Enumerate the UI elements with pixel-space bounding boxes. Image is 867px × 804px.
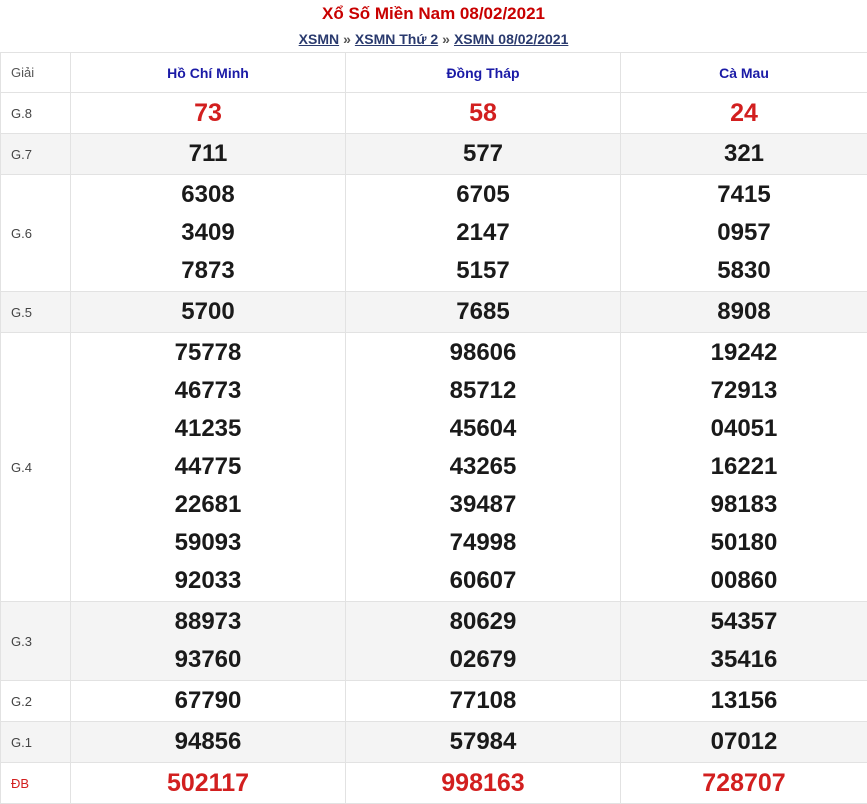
prize-row: [1, 681, 867, 722]
prize-label: G.5: [1, 292, 71, 333]
prize-number: 5830: [622, 252, 866, 290]
prize-cell: [621, 134, 867, 175]
prize-number: 0957: [622, 214, 866, 252]
prize-number: 5157: [347, 252, 619, 290]
prize-number: 321: [622, 135, 866, 173]
prize-row: [1, 722, 867, 763]
breadcrumb: [0, 26, 867, 52]
prize-cell: [621, 602, 867, 681]
prize-cell: [71, 93, 346, 134]
prize-cell: [71, 602, 346, 681]
prize-number: 44775: [72, 448, 344, 486]
page-title: Xổ Số Miền Nam 08/02/2021: [0, 0, 867, 26]
prize-cell: [621, 763, 867, 804]
prize-number: 88973: [72, 603, 344, 641]
prize-label: G.8: [1, 93, 71, 134]
prize-number: 41235: [72, 410, 344, 448]
prize-cell: [71, 333, 346, 602]
prize-cell: [346, 93, 621, 134]
prize-number: 19242: [622, 334, 866, 372]
prize-number: 7685: [347, 293, 619, 331]
prize-number: 6308: [72, 176, 344, 214]
prize-number: 35416: [622, 641, 866, 679]
prize-cell: [621, 175, 867, 292]
province-header-hcm[interactable]: Hồ Chí Minh: [71, 53, 346, 93]
breadcrumb-link-xsmn[interactable]: XSMN: [299, 31, 339, 47]
prize-number: 3409: [72, 214, 344, 252]
prize-number: 2147: [347, 214, 619, 252]
prize-number: 72913: [622, 372, 866, 410]
prize-number: 24: [622, 94, 866, 132]
prize-cell: [346, 681, 621, 722]
prize-number: 98183: [622, 486, 866, 524]
prize-number: 67790: [72, 682, 344, 720]
prize-number: 5700: [72, 293, 344, 331]
prize-cell: [71, 175, 346, 292]
prize-cell: [346, 763, 621, 804]
breadcrumb-link-xsmn-thu2[interactable]: XSMN Thứ 2: [355, 31, 438, 47]
breadcrumb-link-xsmn-date[interactable]: XSMN 08/02/2021: [454, 31, 568, 47]
prize-label: ĐB: [1, 763, 71, 804]
prize-number: 85712: [347, 372, 619, 410]
prize-cell: [71, 292, 346, 333]
prize-number: 57984: [347, 723, 619, 761]
prize-number: 07012: [622, 723, 866, 761]
prize-number: 577: [347, 135, 619, 173]
prize-cell: [71, 763, 346, 804]
prize-number: 58: [347, 94, 619, 132]
prize-number: 80629: [347, 603, 619, 641]
prize-column-header: Giải: [1, 53, 71, 93]
prize-label: G.4: [1, 333, 71, 602]
prize-row: [1, 602, 867, 681]
prize-number: 728707: [622, 764, 866, 802]
prize-cell: [621, 722, 867, 763]
prize-row: [1, 134, 867, 175]
prize-number: 60607: [347, 562, 619, 600]
prize-number: 16221: [622, 448, 866, 486]
prize-number: 7415: [622, 176, 866, 214]
prize-cell: [346, 292, 621, 333]
prize-cell: [346, 175, 621, 292]
prize-label: G.1: [1, 722, 71, 763]
prize-cell: [71, 681, 346, 722]
results-table: [0, 52, 867, 804]
prize-number: 7873: [72, 252, 344, 290]
prize-number: 13156: [622, 682, 866, 720]
prize-cell: [621, 333, 867, 602]
prize-label: G.7: [1, 134, 71, 175]
prize-cell: [346, 333, 621, 602]
prize-number: 54357: [622, 603, 866, 641]
prize-number: 711: [72, 135, 344, 173]
prize-number: 02679: [347, 641, 619, 679]
prize-number: 77108: [347, 682, 619, 720]
prize-label: G.2: [1, 681, 71, 722]
prize-cell: [346, 722, 621, 763]
prize-number: 92033: [72, 562, 344, 600]
prize-number: 998163: [347, 764, 619, 802]
prize-number: 59093: [72, 524, 344, 562]
prize-number: 93760: [72, 641, 344, 679]
prize-number: 46773: [72, 372, 344, 410]
prize-number: 39487: [347, 486, 619, 524]
prize-number: 22681: [72, 486, 344, 524]
province-header-dong-thap[interactable]: Đồng Tháp: [346, 53, 621, 93]
prize-number: 43265: [347, 448, 619, 486]
prize-number: 50180: [622, 524, 866, 562]
prize-number: 8908: [622, 293, 866, 331]
prize-number: 75778: [72, 334, 344, 372]
table-header-row: [1, 53, 867, 93]
prize-row: [1, 93, 867, 134]
prize-number: 74998: [347, 524, 619, 562]
prize-row: [1, 292, 867, 333]
prize-number: 73: [72, 94, 344, 132]
prize-cell: [346, 134, 621, 175]
prize-number: 94856: [72, 723, 344, 761]
prize-number: 45604: [347, 410, 619, 448]
prize-cell: [621, 292, 867, 333]
prize-number: 502117: [72, 764, 344, 802]
province-header-ca-mau[interactable]: Cà Mau: [621, 53, 867, 93]
prize-number: 04051: [622, 410, 866, 448]
prize-number: 00860: [622, 562, 866, 600]
prize-cell: [71, 722, 346, 763]
prize-cell: [346, 602, 621, 681]
prize-row: [1, 333, 867, 602]
prize-cell: [621, 93, 867, 134]
breadcrumb-separator: »: [442, 31, 450, 47]
prize-cell: [71, 134, 346, 175]
prize-row: [1, 763, 867, 804]
prize-number: 6705: [347, 176, 619, 214]
breadcrumb-separator: »: [343, 31, 351, 47]
prize-number: 98606: [347, 334, 619, 372]
prize-label: G.3: [1, 602, 71, 681]
prize-row: [1, 175, 867, 292]
prize-label: G.6: [1, 175, 71, 292]
prize-cell: [621, 681, 867, 722]
